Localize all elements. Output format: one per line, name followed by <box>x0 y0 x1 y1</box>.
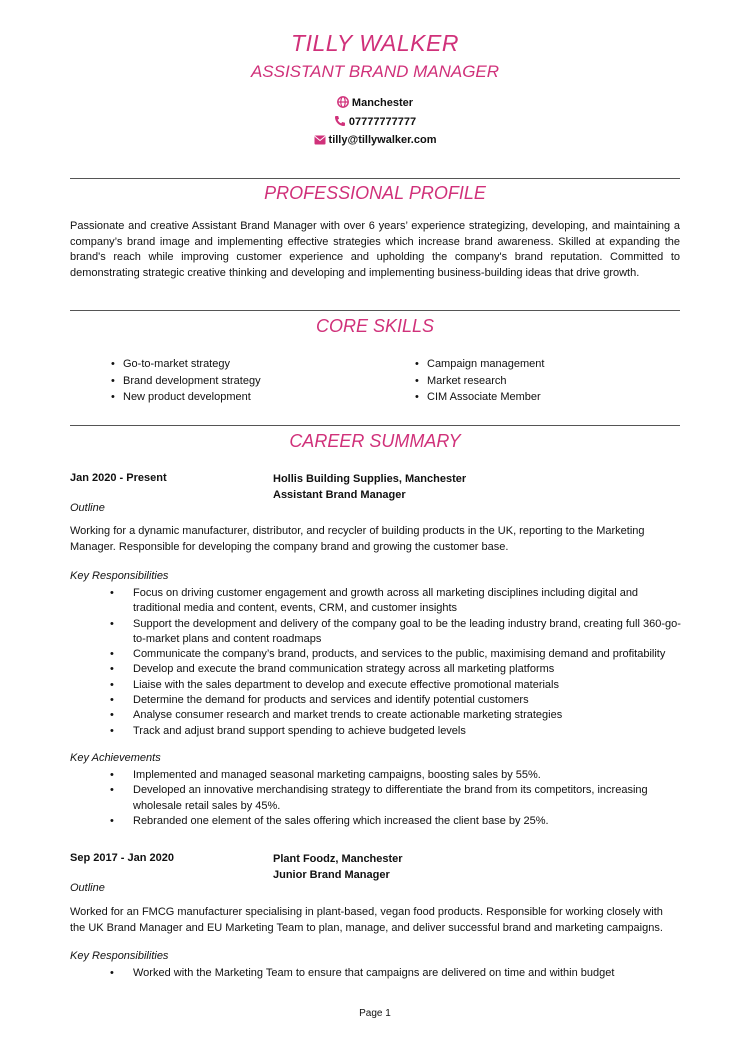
globe-icon <box>337 96 349 108</box>
skill-item: • Brand development strategy <box>111 373 261 390</box>
job-company: Plant Foodz, Manchester <box>273 853 403 865</box>
job-dates: Sep 2017 - Jan 2020 <box>70 852 174 864</box>
job-company: Hollis Building Supplies, Manchester <box>273 473 467 485</box>
page-number: Page 1 <box>359 1008 391 1019</box>
divider <box>70 425 680 426</box>
job-employer <box>273 471 466 503</box>
achievements-label: Key Achievements <box>70 752 161 764</box>
skill-item: • New product development <box>111 389 261 406</box>
outline-label: Outline <box>70 502 105 514</box>
divider <box>70 310 680 311</box>
list-item: • Developed an innovative merchandising strategy to differentiate the brand from its competitors, increasing wholesale retail sales by 45%. <box>110 783 682 814</box>
skills-list-right <box>415 356 544 406</box>
list-item: • Rebranded one element of the sales offering which increased the client base by 25%. <box>110 814 682 829</box>
job-employer <box>273 851 403 883</box>
job-dates: Jan 2020 - Present <box>70 472 167 484</box>
list-item: • Worked with the Marketing Team to ensure that campaigns are delivered on time and within budget <box>110 966 682 981</box>
list-item: • Support the development and delivery of the company goal to be the leading industry brand, creating full 360-go-to-market plans and content roadmaps <box>110 617 682 648</box>
skill-item: • CIM Associate Member <box>415 389 544 406</box>
list-item: • Implemented and managed seasonal marketing campaigns, boosting sales by 55%. <box>110 768 682 783</box>
contact-location <box>0 96 750 109</box>
divider <box>70 178 680 179</box>
responsibilities-list <box>110 966 682 981</box>
list-item: • Focus on driving customer engagement and growth across all marketing disciplines including digital and traditional media and content, events, CRM, and customer insights <box>110 586 682 617</box>
list-item: • Develop and execute the brand communication strategy across all marketing platforms <box>110 662 682 677</box>
job-outline: Worked for an FMCG manufacturer specialising in plant-based, vegan food products. Responsible for working closely with the UK Brand Manager and EU Marketing Team to plan, manage, and deliver successful brand and marketing campaigns. <box>70 906 663 934</box>
list-item: • Analyse consumer research and market trends to create actionable marketing strategies <box>110 708 682 723</box>
responsibilities-list <box>110 586 682 739</box>
outline-label: Outline <box>70 882 105 894</box>
list-item: • Communicate the company’s brand, products, and services to the public, maximising demand and profitability <box>110 647 682 662</box>
phone-icon <box>334 115 346 127</box>
profile-text: Passionate and creative Assistant Brand Manager with over 6 years’ experience strategizing, developing, and maintaining a company’s brand image and implementing effective strategies which increase brand awareness. Skilled at expanding the brand's reach while improving customer experience and upholding the company's brand reputation. Committed to demonstrating strategic creative thinking and developing and implementing business-building ideas that drive growth. <box>70 220 680 279</box>
job-role: Assistant Brand Manager <box>273 489 406 501</box>
list-item: • Track and adjust brand support spending to achieve budgeted levels <box>110 724 682 739</box>
job-outline: Working for a dynamic manufacturer, distributor, and recycler of building products in the UK, reporting to the Marketing Manager. Responsible for developing the company brand and growing the customer base. <box>70 525 645 553</box>
section-heading-skills: CORE SKILLS <box>315 316 435 336</box>
section-heading-profile: PROFESSIONAL PROFILE <box>264 183 486 203</box>
email-text[interactable]: tilly@tillywalker.com <box>328 134 437 146</box>
responsibilities-label: Key Responsibilities <box>70 950 169 962</box>
job-role: Junior Brand Manager <box>273 869 390 881</box>
section-heading-career: CAREER SUMMARY <box>289 431 461 451</box>
skill-item: • Market research <box>415 373 544 390</box>
list-item: • Determine the demand for products and services and identify potential customers <box>110 693 682 708</box>
contact-phone <box>0 115 750 128</box>
skills-list-left <box>111 356 261 406</box>
skill-item: • Campaign management <box>415 356 544 373</box>
candidate-title: ASSISTANT BRAND MANAGER <box>250 62 500 81</box>
envelope-icon <box>314 135 326 145</box>
skill-item: • Go-to-market strategy <box>111 356 261 373</box>
responsibilities-label: Key Responsibilities <box>70 570 169 582</box>
location-text: Manchester <box>351 97 414 109</box>
list-item: • Liaise with the sales department to develop and execute effective promotional materials <box>110 678 682 693</box>
achievements-list <box>110 768 682 829</box>
candidate-name: TILLY WALKER <box>291 30 459 56</box>
contact-email <box>0 134 750 146</box>
phone-text: 07777777777 <box>348 116 417 128</box>
